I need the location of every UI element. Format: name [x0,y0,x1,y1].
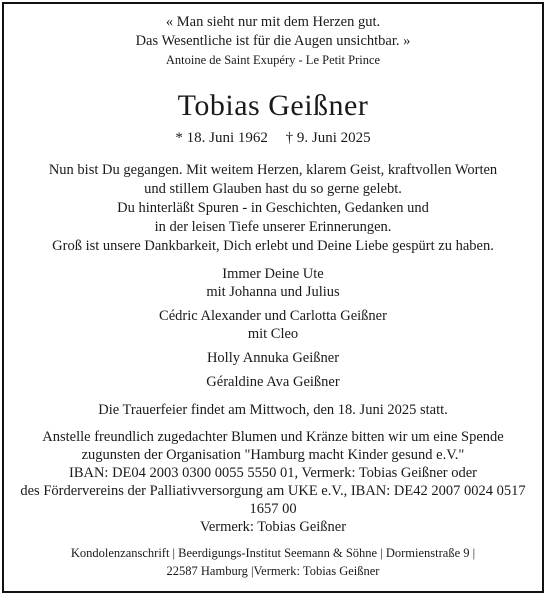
mourner-line: Géraldine Ava Geißner [206,374,340,390]
life-dates [4,130,542,147]
donation-line: Vermerk: Tobias Geißner [199,519,347,535]
quote-source: Antoine de Saint Exupéry - Le Petit Prince [165,53,381,67]
mourner-line: mit Cleo [247,326,299,342]
donation-line: Anstelle freundlich zugedachter Blumen und Kränze bitten wir um eine Spende [42,429,504,445]
mourner-line: mit Johanna und Julius [206,284,340,300]
poem-line: in der leisen Tiefe unserer Erinnerungen. [154,219,392,235]
mourner-line: Holly Annuka Geißner [206,350,340,366]
donation-line: des Fördervereins der Palliativversorgung am UKE e.V., IBAN: DE42 2007 0024 0517 [20,483,526,499]
mourner-line: Cédric Alexander und Carlotta Geißner [159,308,387,324]
quote-line: Das Wesentliche ist für die Augen unsichtbar. » [135,33,411,49]
mourner-line: Immer Deine Ute [222,266,324,282]
quote-line: « Man sieht nur mit dem Herzen gut. [165,14,381,30]
poem-line: und stillem Glauben hast du so gerne gelebt. [144,181,402,197]
donation-line: 1657 00 [249,501,297,517]
donation-line: zugunsten der Organisation "Hamburg macht Kinder gesund e.V." [81,447,465,463]
poem-line: Nun bist Du gegangen. Mit weitem Herzen, klarem Geist, kraftvollen Worten [48,162,498,178]
poem-line: Du hinterläßt Spuren - in Geschichten, Gedanken und [117,200,429,216]
deceased-name: Tobias Geißner [177,89,369,122]
condolence-address: 22587 Hamburg |Vermerk: Tobias Geißner [166,564,380,578]
donation-line: IBAN: DE04 2003 0300 0055 5550 01, Vermerk: Tobias Geißner oder [68,465,478,481]
death-date: † 9. Juni 2025 [285,130,371,146]
birth-date: * 18. Juni 1962 [175,130,268,146]
poem-line: Groß ist unsere Dankbarkeit, Dich erlebt und Deine Liebe gespürt zu haben. [52,238,494,254]
ceremony-info: Die Trauerfeier findet am Mittwoch, den 18. Juni 2025 statt. [98,402,448,418]
condolence-address: Kondolenzanschrift | Beerdigungs-Institut Seemann & Söhne | Dormienstraße 9 | [70,546,476,560]
death-notice [2,2,544,593]
